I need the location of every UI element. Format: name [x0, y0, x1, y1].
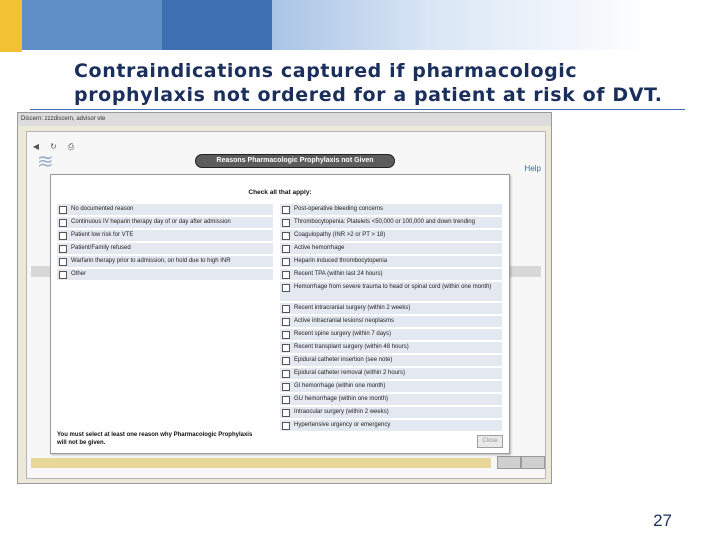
- reason-label: GI hemorrhage (within one month): [294, 383, 386, 389]
- reasons-dialog: [50, 174, 510, 454]
- reason-label: Intraocular surgery (within 2 weeks): [294, 409, 389, 415]
- reason-label: Hemorrhage from severe trauma to head or spinal cord (within one month): [294, 284, 492, 290]
- back-icon[interactable]: ◀: [32, 142, 40, 151]
- checkbox[interactable]: [59, 206, 67, 214]
- reason-label: Post-operative bleeding concerns: [294, 206, 384, 212]
- help-link[interactable]: Help: [524, 164, 541, 173]
- reason-option[interactable]: [280, 407, 502, 418]
- reason-label: Recent intracranial surgery (within 2 weeks): [294, 305, 411, 311]
- reason-label: Active intracranial lesions/ neoplasms: [294, 318, 395, 324]
- reason-label: Patient low risk for VTE: [71, 232, 134, 238]
- reason-option[interactable]: [57, 217, 273, 228]
- checkbox[interactable]: [282, 271, 290, 279]
- checkbox[interactable]: [59, 271, 67, 279]
- reason-label: Active hemorrhage: [294, 245, 345, 251]
- reason-label: Thrombocytopenia: Platelets <50,000 or 100,000 and down trending: [294, 219, 475, 225]
- toolbar: [31, 136, 79, 150]
- checkbox[interactable]: [282, 409, 290, 417]
- checkbox[interactable]: [282, 422, 290, 430]
- reason-label: Epidural catheter insertion (see note): [294, 357, 393, 363]
- checkbox[interactable]: [59, 258, 67, 266]
- reason-option[interactable]: [280, 269, 502, 280]
- reason-option[interactable]: [57, 204, 273, 215]
- checkbox[interactable]: [282, 206, 290, 214]
- slide-title: Contraindications captured if pharmacologic prophylaxis not ordered for a patient at risk of DVT.: [74, 60, 663, 106]
- checkbox[interactable]: [282, 258, 290, 266]
- checkbox[interactable]: [282, 396, 290, 404]
- checkbox[interactable]: [59, 219, 67, 227]
- checkbox[interactable]: [282, 305, 290, 313]
- blue-block-1: [22, 0, 162, 52]
- reason-label: GU hemorrhage (within one month): [294, 396, 389, 402]
- reason-label: Epidural catheter removal (within 2 hours): [294, 370, 406, 376]
- reason-label: Patient/Family refused: [71, 245, 131, 251]
- header-divider: [22, 50, 720, 52]
- reason-option[interactable]: [280, 230, 502, 241]
- reason-label: Hypertensive urgency or emergency: [294, 422, 391, 428]
- reason-label: Heparin induced thrombocytopenia: [294, 258, 388, 264]
- close-button[interactable]: Close: [477, 435, 503, 448]
- page-number: 27: [653, 511, 672, 530]
- reason-option[interactable]: [280, 329, 502, 340]
- checkbox[interactable]: [282, 344, 290, 352]
- checkbox[interactable]: [282, 318, 290, 326]
- reason-option[interactable]: [280, 303, 502, 314]
- reason-option[interactable]: [280, 316, 502, 327]
- reason-option[interactable]: [280, 420, 502, 431]
- reason-label: Coagulopathy (INR >2 or PT > 18): [294, 232, 386, 238]
- checkbox[interactable]: [282, 357, 290, 365]
- header-band: [0, 0, 720, 52]
- checkbox[interactable]: [282, 331, 290, 339]
- reason-option[interactable]: [280, 217, 502, 228]
- validation-message: You must select at least one reason why Pharmacologic Prophylaxis will not be given.: [57, 432, 253, 446]
- checkbox[interactable]: [282, 284, 290, 292]
- title-rule: [30, 109, 685, 110]
- reason-option[interactable]: [280, 282, 502, 301]
- reason-option[interactable]: [57, 230, 273, 241]
- reason-option[interactable]: [280, 342, 502, 353]
- reason-label: Warfarin therapy prior to admission, on hold due to high INR: [71, 258, 231, 264]
- reason-label: Continuous IV heparin therapy day of or day after admission: [71, 219, 231, 225]
- reason-option[interactable]: [57, 243, 273, 254]
- reason-option[interactable]: [57, 256, 273, 267]
- background-status-bar: [31, 458, 491, 468]
- blue-block-2: [162, 0, 272, 52]
- logo-icon: ≋: [37, 151, 54, 173]
- reason-option[interactable]: [280, 368, 502, 379]
- checkbox[interactable]: [282, 370, 290, 378]
- print-icon[interactable]: ⎙: [67, 142, 75, 151]
- reason-label: Recent TPA (within last 24 hours): [294, 271, 383, 277]
- background-button[interactable]: [521, 456, 545, 469]
- checkbox[interactable]: [282, 245, 290, 253]
- reason-option[interactable]: [280, 394, 502, 405]
- reason-label: Recent spine surgery (within 7 days): [294, 331, 392, 337]
- checkbox[interactable]: [59, 232, 67, 240]
- background-button[interactable]: [497, 456, 521, 469]
- checkbox[interactable]: [59, 245, 67, 253]
- instruction-text: Check all that apply:: [248, 189, 312, 196]
- checkbox[interactable]: [282, 232, 290, 240]
- blue-gradient-block: [272, 0, 720, 52]
- dialog-title-pill: Reasons Pharmacologic Prophylaxis not Given: [195, 154, 395, 168]
- reason-option[interactable]: [280, 243, 502, 254]
- reason-option[interactable]: [57, 269, 273, 280]
- reason-option[interactable]: [280, 256, 502, 267]
- reason-option[interactable]: [280, 355, 502, 366]
- reason-label: Other: [71, 271, 87, 277]
- reason-label: Recent transplant surgery (within 48 hours): [294, 344, 409, 350]
- reason-label: No documented reason: [71, 206, 134, 212]
- reason-option[interactable]: [280, 204, 502, 215]
- refresh-icon[interactable]: ↻: [50, 142, 57, 151]
- checkbox[interactable]: [282, 219, 290, 227]
- gold-accent: [0, 0, 22, 52]
- checkbox[interactable]: [282, 383, 290, 391]
- window-titlebar: Discern: zzzdiscern, advisor vte: [18, 113, 552, 126]
- reason-option[interactable]: [280, 381, 502, 392]
